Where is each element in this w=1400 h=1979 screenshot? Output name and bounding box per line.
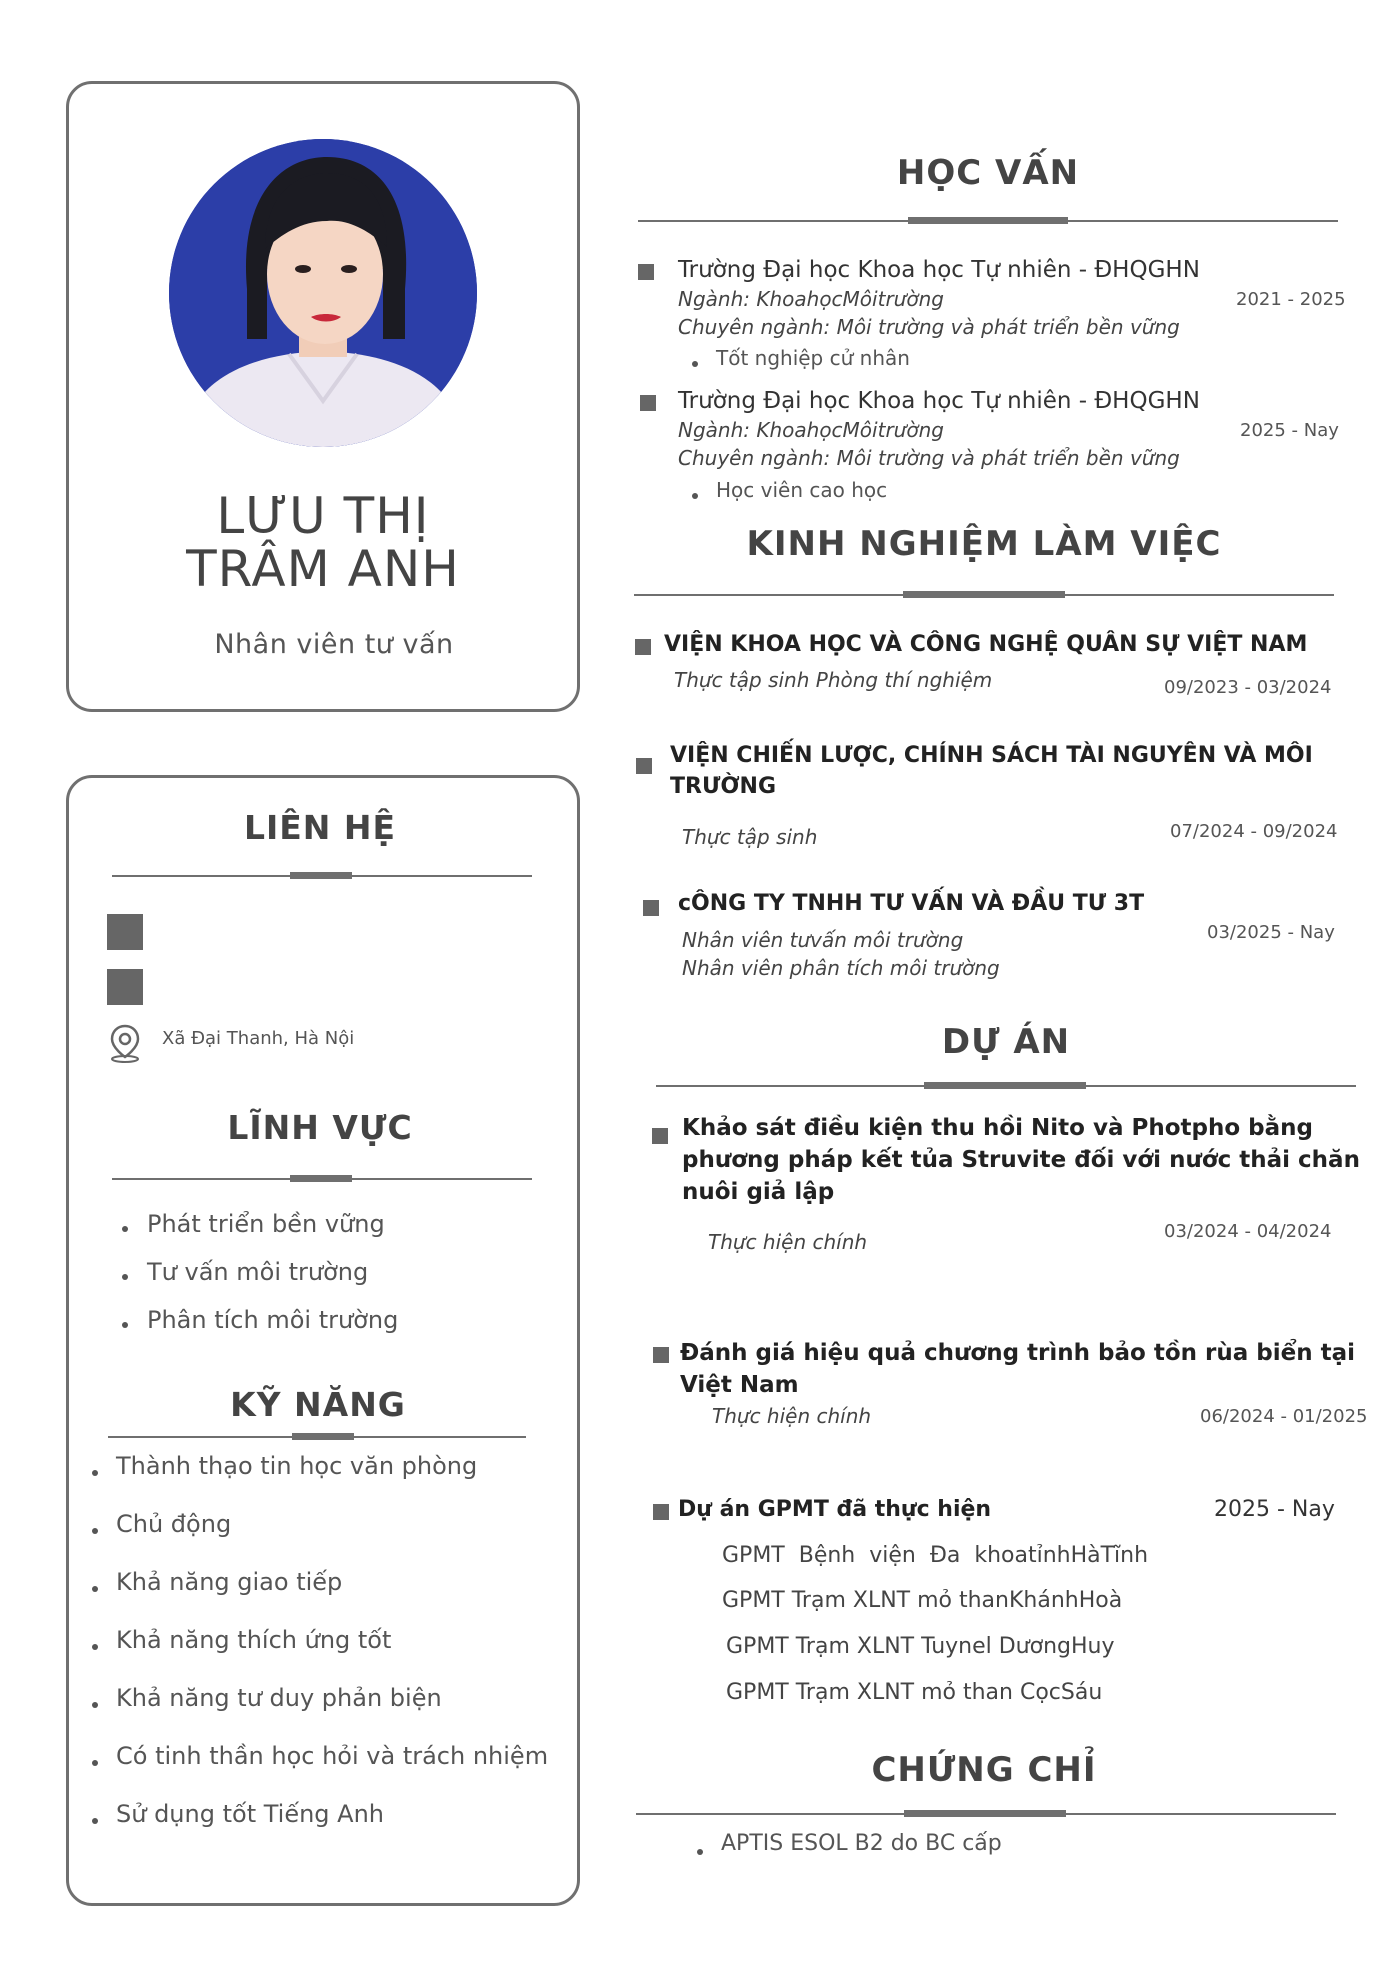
project-title-line-1: Đánh giá hiệu quả chương trình bảo tồn rùa biển tại <box>680 1340 1355 1366</box>
location-pin-icon <box>108 1023 142 1063</box>
project-date: 06/2024 - 01/2025 <box>1200 1406 1368 1427</box>
bullet <box>692 493 698 499</box>
bullet <box>92 1586 98 1592</box>
experience-date: 07/2024 - 09/2024 <box>1170 821 1338 842</box>
project-title-line-1: Dự án GPMT đã thực hiện <box>678 1497 992 1522</box>
field-item: Phân tích môi trường <box>147 1306 399 1334</box>
contact-address: Xã Đại Thanh, Hà Nội <box>162 1028 355 1049</box>
bullet <box>122 1274 128 1280</box>
bullet <box>92 1470 98 1476</box>
experience-org: cÔNG TY TNHH TƯ VẤN VÀ ĐẦU TƯ 3T <box>678 891 1145 916</box>
education-bullet-icon <box>638 264 654 280</box>
project-bullet-icon <box>653 1347 669 1363</box>
bullet <box>697 1849 703 1855</box>
contact-rule-accent <box>290 872 352 879</box>
projects-title: DỰ ÁN <box>941 1022 1071 1062</box>
fields-title: LĨNH VỰC <box>227 1108 413 1147</box>
certificates-title: CHỨNG CHỈ <box>871 1750 1097 1790</box>
skill-item: Khả năng thích ứng tốt <box>116 1626 392 1654</box>
fields-rule-accent <box>290 1175 352 1182</box>
education-major: Ngành: KhoahọcMôitrường <box>678 418 944 442</box>
education-specialty: Chuyên ngành: Môi trường và phát triển bền vững <box>678 315 1180 339</box>
bullet <box>92 1818 98 1824</box>
skills-rule-accent <box>292 1433 354 1440</box>
certificate-item: APTIS ESOL B2 do BC cấp <box>721 1831 1002 1856</box>
skill-item: Sử dụng tốt Tiếng Anh <box>116 1800 384 1828</box>
experience-date: 03/2025 - Nay <box>1207 922 1335 943</box>
name-line-2: TRÂM ANH <box>186 540 460 598</box>
project-role: Thực hiện chính <box>708 1230 868 1254</box>
experience-org-line-2: TRƯỜNG <box>670 774 777 799</box>
contact-title: LIÊN HỆ <box>243 808 397 847</box>
bullet <box>122 1226 128 1232</box>
skill-item: Khả năng giao tiếp <box>116 1568 343 1596</box>
bullet <box>122 1322 128 1328</box>
education-note: Tốt nghiệp cử nhân <box>716 346 910 370</box>
certificates-rule-accent <box>904 1810 1066 1817</box>
education-title: HỌC VẤN <box>896 153 1080 193</box>
education-rule-accent <box>908 217 1068 224</box>
experience-role: Thực tập sinh Phòng thí nghiệm <box>674 668 993 692</box>
project-role: Thực hiện chính <box>712 1404 872 1428</box>
field-item: Phát triển bền vững <box>147 1210 385 1238</box>
education-school: Trường Đại học Khoa học Tự nhiên - ĐHQGHN <box>678 257 1200 283</box>
project-title-line-2: phương pháp kết tủa Struvite đối với nước thải chăn <box>682 1147 1360 1173</box>
project-title-line-1: Khảo sát điều kiện thu hồi Nito và Photpho bằng <box>682 1115 1313 1141</box>
skills-title: KỸ NĂNG <box>230 1385 406 1424</box>
project-date: 03/2024 - 04/2024 <box>1164 1221 1332 1242</box>
skill-item: Có tinh thần học hỏi và trách nhiệm <box>116 1742 549 1770</box>
education-note: Học viên cao học <box>716 478 888 502</box>
project-sub-item: GPMT Trạm XLNT Tuynel DươngHuy <box>726 1634 1115 1659</box>
experience-role: Nhân viên tưvấn môi trường <box>682 928 964 952</box>
projects-rule-accent <box>924 1082 1086 1089</box>
experience-bullet-icon <box>636 758 652 774</box>
project-title-line-2: Việt Nam <box>680 1372 799 1398</box>
contact-card <box>66 775 580 1906</box>
job-title: Nhân viên tư vấn <box>214 629 454 660</box>
bullet <box>92 1760 98 1766</box>
experience-title: KINH NGHIỆM LÀM VIỆC <box>746 524 1222 564</box>
profile-photo <box>169 139 477 447</box>
education-major: Ngành: KhoahọcMôitrường <box>678 287 944 311</box>
bullet <box>92 1528 98 1534</box>
project-date: 2025 - Nay <box>1214 1497 1335 1522</box>
project-sub-item: GPMT Trạm XLNT mỏ thanKhánhHoà <box>722 1588 1123 1613</box>
experience-role: Thực tập sinh <box>682 825 818 849</box>
experience-date: 09/2023 - 03/2024 <box>1164 677 1332 698</box>
experience-rule-accent <box>903 591 1065 598</box>
phone-icon <box>107 914 143 950</box>
education-date: 2025 - Nay <box>1240 420 1339 441</box>
project-bullet-icon <box>652 1128 668 1144</box>
experience-bullet-icon <box>635 639 651 655</box>
field-item: Tư vấn môi trường <box>147 1258 369 1286</box>
experience-org-line-1: VIỆN CHIẾN LƯỢC, CHÍNH SÁCH TÀI NGUYÊN VÀ MÔI <box>670 743 1313 768</box>
education-school: Trường Đại học Khoa học Tự nhiên - ĐHQGHN <box>678 388 1200 414</box>
skill-item: Thành thạo tin học văn phòng <box>116 1452 478 1480</box>
experience-role: Nhân viên phân tích môi trường <box>682 956 1000 980</box>
skill-item: Khả năng tư duy phản biện <box>116 1684 442 1712</box>
bullet <box>692 361 698 367</box>
bullet <box>92 1644 98 1650</box>
email-icon <box>107 969 143 1005</box>
education-date: 2021 - 2025 <box>1236 289 1346 310</box>
name-line-1: LƯU THỊ <box>216 487 430 545</box>
skill-item: Chủ động <box>116 1510 232 1538</box>
bullet <box>92 1702 98 1708</box>
profile-card <box>66 81 580 712</box>
project-title-line-3: nuôi giả lập <box>682 1179 835 1205</box>
experience-bullet-icon <box>643 900 659 916</box>
education-bullet-icon <box>640 395 656 411</box>
project-sub-item: GPMT Bệnh viện Đa khoatỉnhHàTĩnh <box>722 1543 1149 1568</box>
education-specialty: Chuyên ngành: Môi trường và phát triển bền vững <box>678 446 1180 470</box>
project-bullet-icon <box>653 1504 669 1520</box>
project-sub-item: GPMT Trạm XLNT mỏ than CọcSáu <box>726 1680 1103 1705</box>
experience-org: VIỆN KHOA HỌC VÀ CÔNG NGHỆ QUÂN SỰ VIỆT NAM <box>664 632 1308 657</box>
